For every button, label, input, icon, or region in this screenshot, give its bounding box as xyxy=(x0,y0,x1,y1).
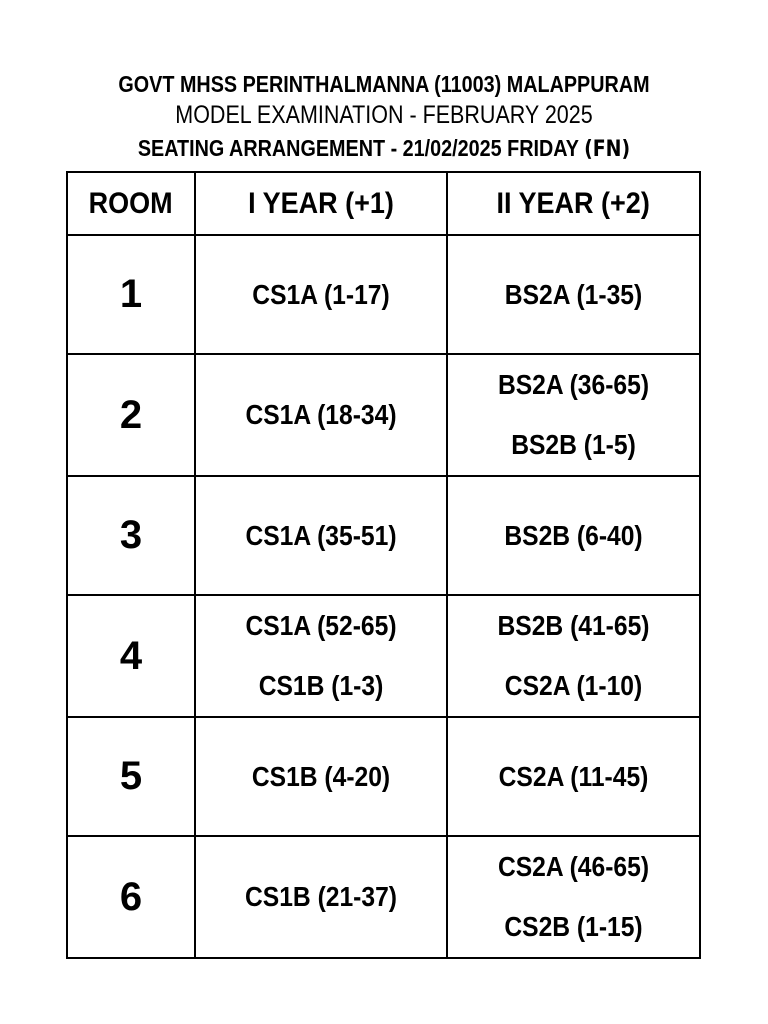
year1-cell xyxy=(195,836,447,958)
seating-table xyxy=(66,171,701,959)
batch-range: CS1A (1-17) xyxy=(252,278,390,310)
room-number: 3 xyxy=(67,476,195,595)
batch-range: BS2B (6-40) xyxy=(504,519,643,551)
document-header xyxy=(0,68,768,168)
year2-cell xyxy=(447,717,700,836)
table-row xyxy=(67,836,700,958)
batch-range: CS2A (46-65) xyxy=(497,851,650,882)
batch-range: CS2A (1-10) xyxy=(504,670,643,701)
year1-cell xyxy=(195,235,447,354)
year1-cell xyxy=(195,476,447,595)
year2-cell xyxy=(447,476,700,595)
batch-range: CS1A (35-51) xyxy=(245,519,397,551)
year2-cell xyxy=(447,354,700,476)
column-header-room xyxy=(67,172,195,235)
column-header-label: ROOM xyxy=(88,186,173,220)
batch-range: CS1A (52-65) xyxy=(245,610,397,641)
room-number: 1 xyxy=(67,235,195,354)
column-header-year1 xyxy=(195,172,447,235)
batch-range: BS2A (36-65) xyxy=(497,369,650,400)
batch-range: CS2B (1-15) xyxy=(504,911,643,942)
table-row xyxy=(67,354,700,476)
batch-range: BS2A (1-35) xyxy=(504,278,643,310)
table-header-row xyxy=(67,172,700,235)
batch-range: BS2B (41-65) xyxy=(497,610,650,641)
room-number: 6 xyxy=(67,836,195,958)
batch-range: CS1B (1-3) xyxy=(258,670,384,701)
year2-cell xyxy=(447,235,700,354)
column-header-label: II YEAR (+2) xyxy=(496,186,651,220)
column-header-year2 xyxy=(447,172,700,235)
year2-cell xyxy=(447,595,700,717)
batch-range: CS2A (11-45) xyxy=(498,760,649,792)
table-row xyxy=(67,595,700,717)
exam-title: MODEL EXAMINATION - FEBRUARY 2025 xyxy=(175,101,593,129)
school-name: GOVT MHSS PERINTHALMANNA (11003) MALAPPURAM xyxy=(118,71,650,97)
batch-range: BS2B (1-5) xyxy=(511,429,636,460)
year1-cell xyxy=(195,595,447,717)
year1-cell xyxy=(195,354,447,476)
room-number: 5 xyxy=(67,717,195,836)
batch-range: CS1B (21-37) xyxy=(244,881,397,912)
room-number: 2 xyxy=(67,354,195,476)
year2-cell xyxy=(447,836,700,958)
seating-title xyxy=(54,130,714,168)
session-label: (FN) xyxy=(584,137,631,162)
year1-cell xyxy=(195,717,447,836)
column-header-label: I YEAR (+1) xyxy=(248,186,394,220)
room-number: 4 xyxy=(67,595,195,717)
batch-range: CS1A (18-34) xyxy=(245,399,397,430)
seating-date: SEATING ARRANGEMENT - 21/02/2025 FRIDAY xyxy=(137,135,579,161)
batch-range: CS1B (4-20) xyxy=(251,760,391,792)
table-row xyxy=(67,235,700,354)
table-row xyxy=(67,476,700,595)
table-row xyxy=(67,717,700,836)
